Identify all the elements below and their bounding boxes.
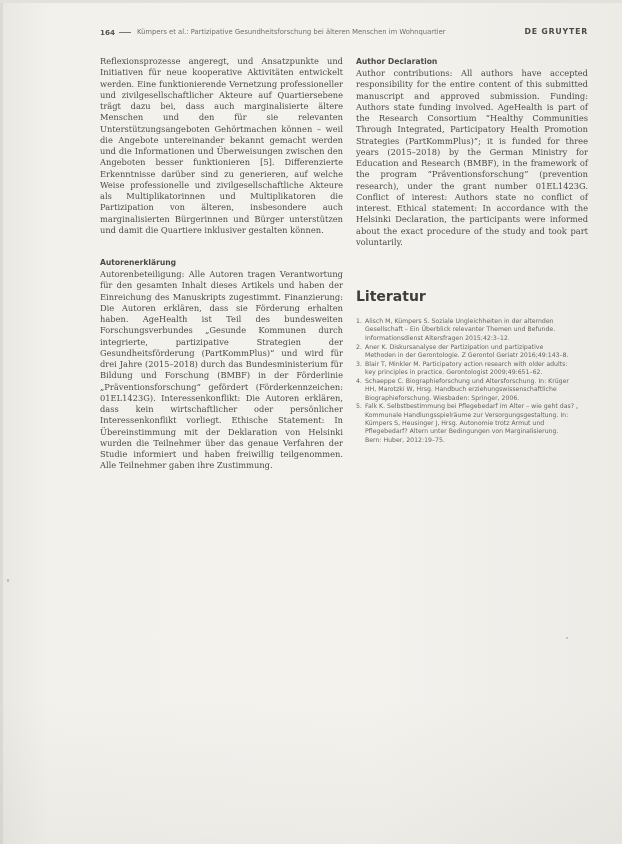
reference-text: Aner K. Diskursanalyse der Partizipation und partizipative Methoden in der Gerontologie. Z Gerontol Geriatr 2016;49:143–8. [365,343,569,359]
right-column [356,56,588,248]
reference-list [356,318,576,446]
left-column [100,56,343,472]
scan-speck [566,637,568,639]
reference-text: Falk K. Selbstbestimmung bei Pflegebedarf im Alter – wie geht das? Kommunale Handlungsspielräume zur Versorgungsgestaltung. In: Kümpers S, Heusinger J, Hrsg. Autonomie trotz Armut und Pflegebedarf? Altern unter Bedingungen von Marginalisierung. Bern: Huber, 2012:19–75. [365,403,574,444]
reference-number: 1. [356,318,362,325]
intro-paragraph: Reflexionsprozesse angeregt, und Ansatzpunkte und Initiativen für neue kooperative Aktivitäten entwickelt werden. Eine funktionierende Vernetzung professioneller und zivilgesellschaftlicher Akteure auf Quartiersebene trägt dazu bei, dass auch marginalisierte ältere Menschen und den für sie relevanten Unterstützungsangeboten Gehörtmachen können – weil die Angebote untereinander bekannt gemacht werden und die Informationen und Überweisungen zwischen den Angeboten besser funktionieren [5]. Differenzierte Erkenntnisse darüber sind zu generieren, auf welche Weise professionelle und zivilgesellschaftliche Akteure als Multiplikatorinnen und Multiplikatoren die Partizipation von älteren, insbesondere auch marginalisierten Bürgerinnen und Bürger unterstützen und damit die Quartiere inklusiver gestalten können. [100,56,343,235]
reference-item [356,344,576,361]
reference-text: Alisch M, Kümpers S. Soziale Ungleichheiten in der alternden Gesellschaft – Ein Überblick relevanter Themen und Befunde. Informationsdienst Altersfragen 2015;42:3–12. [365,318,556,342]
running-header [100,26,588,40]
literatur-heading: Literatur [356,289,426,305]
reference-text: Blair T, Minkler M. Participatory action research with older adults: key principles in practice. Gerontologist 2009;49:651–62. [365,360,568,377]
reference-text: Schaeppe C. Biographieforschung und Altersforschung. In: Krüger HH, Marotzki W, Hrsg. Handbuch erziehungswissenschaftliche Biographieforschung. Wiesbaden: Springer, 2006. [365,377,569,402]
scan-top-edge [0,0,622,3]
page-number: 164 [100,28,116,37]
header-dash [119,32,131,33]
scan-bottom-shade [0,700,622,844]
reference-number: 5. [356,403,362,411]
running-title: Kümpers et al.: Partizipative Gesundheitsforschung bei älteren Menschen im Wohnquartier [137,28,446,36]
reference-item [356,361,576,378]
publisher-logo: DE GRUYTER [524,27,588,36]
author-declaration-paragraph: Author contributions: All authors have accepted responsibility for the entire content of this submitted manuscript and approved submission. Funding: Authors state funding involved. AgeHealth is part of the Research Consortium “Healthy Communities Through Integrated, Participatory Health Promotion Strategies (PartKommPlus)”; it is funded for three years (2015–2018) by the German Ministry for Education and Research (BMBF), in the framework of the program “Präventionsforschung” (prevention research), under the grant number 01EL1423G. Conflict of interest: Authors state no conflict of interest. Ethical statement: In accordance with the Helsinki Declaration, the participants were informed about the exact procedure of the study and took part voluntarily. [356,68,588,247]
scan-speck [576,407,578,409]
scan-speck [7,579,9,582]
section-heading-author-declaration: Author Declaration [356,57,438,66]
reference-number: 3. [356,360,362,368]
reference-item [356,378,576,403]
reference-item [356,318,576,343]
section-heading-autorenerklaerung: Autorenerklärung [100,258,177,267]
autorenerklaerung-paragraph: Autorenbeteiligung: Alle Autoren tragen Verantwortung für den gesamten Inhalt dieses Artikels und haben der Einreichung des Manuskripts zugestimmt. Finanzierung: Die Autoren erklären, dass sie Förderung erhalten haben. AgeHealth ist Teil des bundesweiten Forschungsverbundes „Gesunde Kommunen durch integrierte, partizipative Strategien der Gesundheitsförderung (PartKommPlus)“ und wird für drei Jahre (2015–2018) durch das Bundesministerium für Bildung und Forschung (BMBF) in der Förderlinie „Präventionsforschung“ gefördert (Förderkennzeichen: 01EL1423G). Interessenkonflikt: Die Autoren erklären, dass kein wirtschaftlicher oder persönlicher Interessenkonflikt vorliegt. Ethische Statement: In Übereinstimmung mit der Deklaration von Helsinki wurden die Teilnehmer über das genaue Verfahren der Studie informiert und haben freiwillig teilgenommen. Alle Teilnehmer gaben ihre Zustimmung. [100,269,343,471]
reference-item [356,403,576,445]
reference-number: 2. [356,343,362,351]
reference-number: 4. [356,377,362,385]
spacer [100,236,343,257]
